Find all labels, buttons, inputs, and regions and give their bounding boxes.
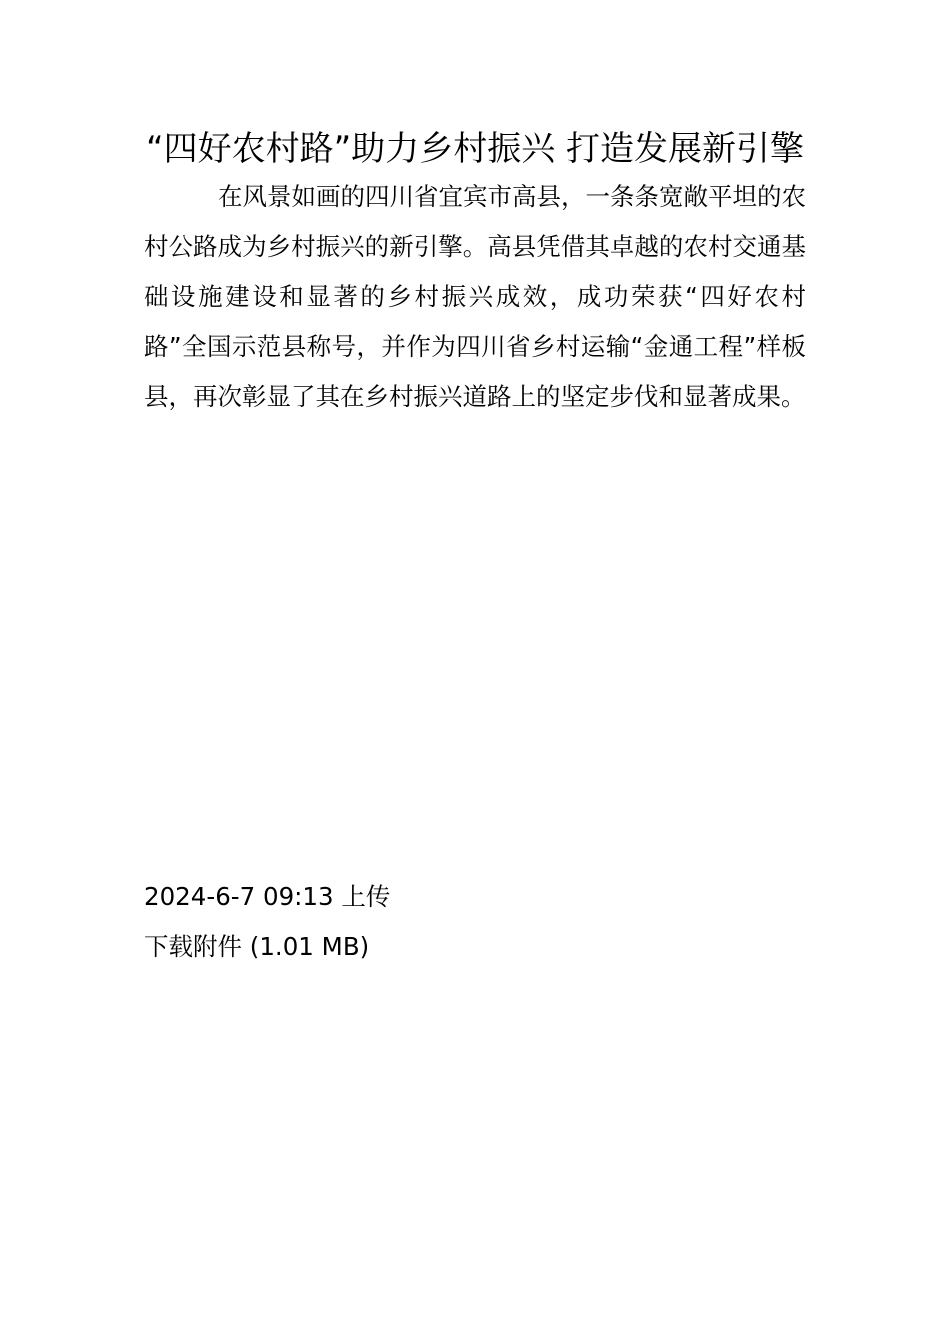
article-body-paragraph: 在风景如画的四川省宜宾市高县，一条条宽敞平坦的农村公路成为乡村振兴的新引擎。高县凭借其卓越的农村交通基础设施建设和显著的乡村振兴成效，成功荣获“四好农村路”全国示范县称号，并作为四川省乡村运输“金通工程”样板县，再次彰显了其在乡村振兴道路上的坚定步伐和显著成果。 (144, 182, 806, 411)
attachment-download-row (144, 922, 806, 972)
download-attachment-link[interactable]: 下载附件 (1.01 MB) (144, 932, 370, 961)
article-title: “四好农村路”助力乡村振兴 打造发展新引擎 (145, 129, 805, 169)
upload-timestamp: 2024-6-7 09:13 上传 (144, 882, 391, 911)
article-content (144, 126, 806, 422)
